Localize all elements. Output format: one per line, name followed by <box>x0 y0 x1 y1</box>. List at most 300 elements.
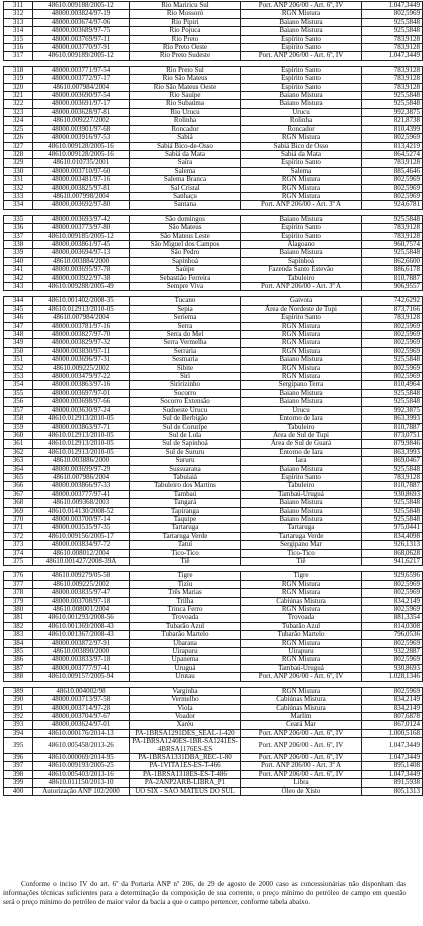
minimum-price-cell: 802,5969 <box>362 184 423 192</box>
reference-stream-cell: Alagoano <box>241 240 362 248</box>
row-number-cell: 351 <box>4 356 33 364</box>
minimum-price-cell: 802,5969 <box>362 322 423 330</box>
minimum-price-cell: 802,5969 <box>362 373 423 381</box>
table-row <box>4 673 423 681</box>
reference-stream-cell: Espírito Santo <box>241 75 362 83</box>
reference-stream-cell: Libra <box>241 779 362 787</box>
process-number-cell: 48610.007984/2004 <box>33 83 130 91</box>
table-row <box>4 117 423 125</box>
reference-stream-cell: RGN Mistura <box>241 10 362 18</box>
field-name-cell: Rio Subaúma <box>130 100 241 108</box>
reference-stream-cell: Port. ANP 206/00 - Art. 3º A <box>241 201 362 209</box>
process-number-cell: 48610.001293/2008-56 <box>33 614 130 622</box>
minimum-price-cell: 802,5969 <box>362 347 423 355</box>
reference-stream-cell: Marlim <box>241 712 362 720</box>
field-name-cell: Socorro Extensão <box>130 398 241 406</box>
field-name-cell: Rolinha <box>130 117 241 125</box>
reference-stream-cell: RGN Mistura <box>241 331 362 339</box>
row-number-cell: 392 <box>4 712 33 720</box>
field-name-cell: Sesmaria <box>130 356 241 364</box>
field-name-cell: Sussuarana <box>130 465 241 473</box>
reference-stream-cell: Urucu <box>241 406 362 414</box>
minimum-price-cell: 802,5969 <box>362 687 423 695</box>
minimum-price-cell: 810,7887 <box>362 274 423 282</box>
table-row <box>4 224 423 232</box>
field-name-cell: Socorro <box>130 389 241 397</box>
process-number-cell: 48000.003695/97-78 <box>33 266 130 274</box>
field-name-cell: Siririzinho <box>130 381 241 389</box>
row-number-cell: 357 <box>4 406 33 414</box>
table-row <box>4 721 423 729</box>
minimum-price-cell: 925,5848 <box>362 465 423 473</box>
field-name-cell: Serraria <box>130 347 241 355</box>
minimum-price-cell: 886,6178 <box>362 266 423 274</box>
field-name-cell: PA-1BRSA1318ES-ES-T-486 <box>130 770 241 778</box>
minimum-price-cell: 783,9128 <box>362 232 423 240</box>
row-number-cell: 350 <box>4 347 33 355</box>
row-number-cell: 364 <box>4 465 33 473</box>
reference-stream-cell: Baiano Mistura <box>241 499 362 507</box>
minimum-price-cell: 868,0628 <box>362 549 423 557</box>
process-number-cell: 48000.003696/97-31 <box>33 356 130 364</box>
minimum-price-cell: 834,4098 <box>362 532 423 540</box>
field-name-cell: Sepia <box>130 305 241 313</box>
reference-stream-cell: Port. ANP 206/00 - Art. 6º, IV <box>241 770 362 778</box>
field-name-cell: Trinca Ferro <box>130 606 241 614</box>
reference-stream-cell: Cabiúnas Mistura <box>241 696 362 704</box>
reference-stream-cell: Baiano Mistura <box>241 100 362 108</box>
minimum-price-cell: 925,5848 <box>362 398 423 406</box>
table-row <box>4 27 423 35</box>
row-number-cell: 346 <box>4 314 33 322</box>
process-number-cell: 48000.003777/97-41 <box>33 664 130 672</box>
field-name-cell: Upanema <box>130 656 241 664</box>
row-number-cell: 355 <box>4 389 33 397</box>
field-name-cell: Tabuleiro dos Martins <box>130 482 241 490</box>
reference-stream-cell: Port. ANP 206/00 - Art. 6º, IV <box>241 753 362 761</box>
reference-stream-cell: Roncador <box>241 125 362 133</box>
process-number-cell: 48000.003479/97-22 <box>33 373 130 381</box>
row-number-cell: 341 <box>4 266 33 274</box>
reference-stream-cell: Área de Sul de Guará <box>241 440 362 448</box>
minimum-price-cell: 941,6217 <box>362 558 423 566</box>
process-number-cell: 48000.003693/97-42 <box>33 215 130 223</box>
row-number-cell: 313 <box>4 18 33 26</box>
field-name-cell: Sapinhoá <box>130 257 241 265</box>
row-number-cell: 390 <box>4 696 33 704</box>
field-name-cell: Uirapuru <box>130 648 241 656</box>
process-number-cell: 48000.003863/97-71 <box>33 423 130 431</box>
process-number-cell: 48000.003690/97-54 <box>33 92 130 100</box>
process-number-cell: 48000.003772/97-17 <box>33 75 130 83</box>
row-number-cell: 328 <box>4 150 33 158</box>
reference-stream-cell: Baiano Mistura <box>241 465 362 473</box>
process-number-cell: 48610.001402/2008-35 <box>33 297 130 305</box>
field-name-cell: Serra do Mel <box>130 331 241 339</box>
process-number-cell: 48000.003771/97-54 <box>33 66 130 74</box>
field-name-cell: Tartaruga <box>130 524 241 532</box>
row-number-cell: 348 <box>4 331 33 339</box>
row-number-cell: 398 <box>4 770 33 778</box>
row-number-cell: 378 <box>4 589 33 597</box>
row-number-cell: 311 <box>4 2 33 10</box>
field-name-cell: Rio Urucu <box>130 108 241 116</box>
field-name-cell: Rio Pipiri <box>130 18 241 26</box>
process-number-cell: 48610.009157/2005-94 <box>33 673 130 681</box>
table-row <box>4 176 423 184</box>
minimum-price-cell: 925,5848 <box>362 215 423 223</box>
process-number-cell: 48000.003781/97-16 <box>33 322 130 330</box>
table-row <box>4 356 423 364</box>
row-number-cell: 383 <box>4 631 33 639</box>
process-number-cell: 48000.003697/97-01 <box>33 389 130 397</box>
process-number-cell: 48000.003901/97-68 <box>33 125 130 133</box>
row-number-cell: 367 <box>4 490 33 498</box>
minimum-price-cell: 783,9128 <box>362 159 423 167</box>
reference-stream-cell: Baiano Mistura <box>241 27 362 35</box>
reference-stream-cell: RGN Mistura <box>241 656 362 664</box>
process-number-cell: 48000.003863/97-16 <box>33 381 130 389</box>
reference-stream-cell: Espírito Santo <box>241 159 362 167</box>
field-name-cell: Rio Preto Oeste <box>130 44 241 52</box>
field-name-cell: Santana <box>130 201 241 209</box>
price-table-page <box>3 1 420 796</box>
row-number-cell: 385 <box>4 648 33 656</box>
field-name-cell: Xaréu <box>130 721 241 729</box>
process-number-cell: 48610.009368/2003 <box>33 499 130 507</box>
minimum-price-cell: 810,4399 <box>362 125 423 133</box>
row-number-cell: 312 <box>4 10 33 18</box>
minimum-price-cell: 925,5848 <box>362 515 423 523</box>
row-number-cell: 394 <box>4 729 33 737</box>
table-row <box>4 314 423 322</box>
process-number-cell: 48610.009225/2002 <box>33 364 130 372</box>
minimum-price-cell: 783,9128 <box>362 66 423 74</box>
minimum-price-cell: 864,5274 <box>362 150 423 158</box>
minimum-price-cell: 925,5848 <box>362 499 423 507</box>
reference-stream-cell: RGN Mistura <box>241 347 362 355</box>
reference-stream-cell: Tigre <box>241 572 362 580</box>
reference-stream-cell: Tubarão Martelo <box>241 631 362 639</box>
row-number-cell: 318 <box>4 66 33 74</box>
row-number-cell: 331 <box>4 176 33 184</box>
process-number-cell: 48000.003861/97-45 <box>33 240 130 248</box>
process-number-cell: 48610.000069/2014-95 <box>33 753 130 761</box>
process-number-cell: Autorização ANP 102/2000 <box>33 787 130 795</box>
row-number-cell: 386 <box>4 656 33 664</box>
field-name-cell: Vermelho <box>130 696 241 704</box>
field-name-cell: São Mateus <box>130 224 241 232</box>
reference-stream-cell: Rolinha <box>241 117 362 125</box>
field-name-cell: Sudoeste Urucu <box>130 406 241 414</box>
process-number-cell: 48000.003689/97-75 <box>33 27 130 35</box>
field-name-cell: Sabiá da Mata <box>130 150 241 158</box>
reference-stream-cell: Baiano Mistura <box>241 18 362 26</box>
row-number-cell: 366 <box>4 482 33 490</box>
process-number-cell: 48000.003830/97-11 <box>33 347 130 355</box>
reference-stream-cell: RGN Mistura <box>241 589 362 597</box>
minimum-price-cell: 925,5848 <box>362 389 423 397</box>
row-number-cell: 340 <box>4 257 33 265</box>
row-number-cell: 329 <box>4 159 33 167</box>
minimum-price-cell: 925,5848 <box>362 356 423 364</box>
table-row <box>4 415 423 423</box>
process-number-cell: 48000.003833/97-18 <box>33 656 130 664</box>
row-number-cell: 344 <box>4 297 33 305</box>
minimum-price-cell: 926,1313 <box>362 541 423 549</box>
field-name-cell: Rio Preto Sudeste <box>130 52 241 60</box>
row-number-cell: 321 <box>4 92 33 100</box>
minimum-price-cell: 814,0308 <box>362 622 423 630</box>
field-name-cell: Salema Branca <box>130 176 241 184</box>
reference-stream-cell: Tambaú-Uruguá <box>241 490 362 498</box>
field-name-cell: Voador <box>130 712 241 720</box>
minimum-price-cell: 975,0441 <box>362 524 423 532</box>
reference-stream-cell: Espírito Santo <box>241 35 362 43</box>
minimum-price-cell: 783,9128 <box>362 473 423 481</box>
process-number-cell: 48000.003866/97-33 <box>33 482 130 490</box>
field-price-table <box>3 1 423 796</box>
row-number-cell: 314 <box>4 27 33 35</box>
row-number-cell: 372 <box>4 532 33 540</box>
reference-stream-cell: Port. ANP 206/00 - Art. 3º A <box>241 762 362 770</box>
reference-stream-cell: RGN Mistura <box>241 639 362 647</box>
table-row <box>4 779 423 787</box>
process-number-cell: 48000.003535/97-35 <box>33 524 130 532</box>
field-name-cell: PA-2ANP2ARB-LIBRA_P1 <box>130 779 241 787</box>
field-name-cell: Tiê <box>130 558 241 566</box>
row-number-cell: 332 <box>4 184 33 192</box>
field-name-cell: Tucano <box>130 297 241 305</box>
field-name-cell: Sibite <box>130 364 241 372</box>
row-number-cell: 396 <box>4 753 33 761</box>
process-number-cell: 48610.012913/2010-05 <box>33 448 130 456</box>
process-number-cell: 48610.003884/2000 <box>33 257 130 265</box>
reference-stream-cell: Salema <box>241 167 362 175</box>
footnote-text: Conforme o inciso IV do art. 6º da Portaria ANP nº 206, de 29 de agosto de 2000 caso as concessionárias não disponham das informações técnicas suficientes para a determinação da composição de sua corrente, o preço mínimo do petróleo de campo em questão será o preço mínimo do petróleo de maior valor da bacia a que o campo pertencer, conforme tabela abaixo. <box>3 880 406 906</box>
row-number-cell: 360 <box>4 431 33 439</box>
reference-stream-cell: Baiano Mistura <box>241 92 362 100</box>
reference-stream-cell: Espírito Santo <box>241 232 362 240</box>
minimum-price-cell: 932,2887 <box>362 648 423 656</box>
reference-stream-cell: Baiano Mistura <box>241 215 362 223</box>
table-row <box>4 738 423 754</box>
row-number-cell: 338 <box>4 240 33 248</box>
process-number-cell: 48610.009128/2005-16 <box>33 142 130 150</box>
field-name-cell: Tiziu <box>130 580 241 588</box>
row-number-cell: 334 <box>4 201 33 209</box>
field-name-cell: PA-1VITA1ES-ES-T-466 <box>130 762 241 770</box>
process-number-cell: 48000.003704/97-67 <box>33 712 130 720</box>
process-number-cell: 48610.012913/2010-05 <box>33 431 130 439</box>
field-name-cell: Rio Pojuca <box>130 27 241 35</box>
row-number-cell: 335 <box>4 215 33 223</box>
field-name-cell: Tico-Tico <box>130 549 241 557</box>
minimum-price-cell: 834,2149 <box>362 704 423 712</box>
field-name-cell: São Miguel dos Campos <box>130 240 241 248</box>
table-row <box>4 499 423 507</box>
process-number-cell: 48000.003694/97-13 <box>33 249 130 257</box>
reference-stream-cell: Port. ANP 206/00 - Art. 6º, IV <box>241 673 362 681</box>
field-name-cell: São Pedro <box>130 249 241 257</box>
minimum-price-cell: 834,2149 <box>362 597 423 605</box>
minimum-price-cell: 834,2149 <box>362 696 423 704</box>
minimum-price-cell: 1.028,1346 <box>362 673 423 681</box>
field-name-cell: Rio Preto Sul <box>130 66 241 74</box>
minimum-price-cell: 783,9128 <box>362 35 423 43</box>
row-number-cell: 373 <box>4 541 33 549</box>
table-row <box>4 440 423 448</box>
field-name-cell: Saíra <box>130 159 241 167</box>
row-number-cell: 380 <box>4 606 33 614</box>
field-name-cell: PA-1BRSA1240ES-1BR-SA1241ES-4BRSA1176ES-ES <box>130 738 241 754</box>
row-number-cell: 384 <box>4 639 33 647</box>
reference-stream-cell: RGN Mistura <box>241 373 362 381</box>
reference-stream-cell: Tabuleiro <box>241 423 362 431</box>
table-row <box>4 398 423 406</box>
reference-stream-cell: Espírito Santo <box>241 473 362 481</box>
reference-stream-cell: Espírito Santo <box>241 224 362 232</box>
row-number-cell: 377 <box>4 580 33 588</box>
reference-stream-cell: Uirapuru <box>241 648 362 656</box>
row-number-cell: 400 <box>4 787 33 795</box>
row-number-cell: 389 <box>4 687 33 695</box>
minimum-price-cell: 863,3993 <box>362 415 423 423</box>
reference-stream-cell: Óleo de Xisto <box>241 787 362 795</box>
minimum-price-cell: 929,6596 <box>362 572 423 580</box>
minimum-price-cell: 821,8738 <box>362 117 423 125</box>
reference-stream-cell: Baiano Mistura <box>241 398 362 406</box>
minimum-price-cell: 802,5969 <box>362 364 423 372</box>
row-number-cell: 315 <box>4 35 33 43</box>
minimum-price-cell: 925,5848 <box>362 92 423 100</box>
reference-stream-cell: Tabuleiro <box>241 274 362 282</box>
field-name-cell: Rio Sauípe <box>130 92 241 100</box>
reference-stream-cell: Tiê <box>241 558 362 566</box>
row-number-cell: 374 <box>4 549 33 557</box>
field-name-cell: Urutau <box>130 673 241 681</box>
row-number-cell: 363 <box>4 457 33 465</box>
minimum-price-cell: 906,9557 <box>362 283 423 291</box>
row-number-cell: 382 <box>4 622 33 630</box>
row-number-cell: 347 <box>4 322 33 330</box>
minimum-price-cell: 1.047,3449 <box>362 52 423 60</box>
field-name-cell: Sul de Berbigão <box>130 415 241 423</box>
row-number-cell: 343 <box>4 283 33 291</box>
process-number-cell: 48610.005403/2013-16 <box>33 770 130 778</box>
field-name-cell: Varginha <box>130 687 241 695</box>
minimum-price-cell: 1.000,5168 <box>362 729 423 737</box>
minimum-price-cell: 925,5848 <box>362 18 423 26</box>
field-name-cell: Sanhaçu <box>130 192 241 200</box>
reference-stream-cell: Ceará Mar <box>241 721 362 729</box>
row-number-cell: 324 <box>4 117 33 125</box>
process-number-cell: 48610.009279/05-58 <box>33 572 130 580</box>
minimum-price-cell: 802,5969 <box>362 606 423 614</box>
process-number-cell: 48610.007986/2004 <box>33 473 130 481</box>
minimum-price-cell: 885,4646 <box>362 167 423 175</box>
footnote <box>3 880 406 907</box>
minimum-price-cell: 895,1408 <box>362 762 423 770</box>
process-number-cell: 48610.003890/2000 <box>33 648 130 656</box>
process-number-cell: 48000.003916/97-53 <box>33 134 130 142</box>
reference-stream-cell: Fazenda Santo Estevão <box>241 266 362 274</box>
row-number-cell: 361 <box>4 440 33 448</box>
field-name-cell: Sabiá Bico-de-Osso <box>130 142 241 150</box>
minimum-price-cell: 992,3875 <box>362 108 423 116</box>
table-row <box>4 266 423 274</box>
row-number-cell: 375 <box>4 558 33 566</box>
process-number-cell: 48000.003700/97-14 <box>33 515 130 523</box>
table-row <box>4 283 423 291</box>
reference-stream-cell: Sapinhoá <box>241 257 362 265</box>
row-number-cell: 337 <box>4 232 33 240</box>
field-name-cell: Sebastião Ferreira <box>130 274 241 282</box>
reference-stream-cell: Port. ANP 206/00 - Art. 6º, IV <box>241 52 362 60</box>
process-number-cell: 48610.009188/2005-12 <box>33 2 130 10</box>
row-number-cell: 342 <box>4 274 33 282</box>
process-number-cell: 48610.000176/2014-13 <box>33 729 130 737</box>
process-number-cell: 48610.012913/2010-05 <box>33 305 130 313</box>
minimum-price-cell: 873,0751 <box>362 431 423 439</box>
row-number-cell: 379 <box>4 597 33 605</box>
minimum-price-cell: 867,0124 <box>362 721 423 729</box>
field-name-cell: Serra Vermelha <box>130 339 241 347</box>
row-number-cell: 336 <box>4 224 33 232</box>
process-number-cell: 48000.003770/97-91 <box>33 44 130 52</box>
minimum-price-cell: 925,5848 <box>362 249 423 257</box>
minimum-price-cell: 810,7887 <box>362 482 423 490</box>
reference-stream-cell: Port. ANP 206/00 - Art. 6º, IV <box>241 738 362 754</box>
process-number-cell: 48000.003829/97-32 <box>33 339 130 347</box>
reference-stream-cell: Tubarão Azul <box>241 622 362 630</box>
field-name-cell: Roncador <box>130 125 241 133</box>
minimum-price-cell: 810,7887 <box>362 423 423 431</box>
reference-stream-cell: Espírito Santo <box>241 314 362 322</box>
field-name-cell: Saúipe <box>130 266 241 274</box>
minimum-price-cell: 873,7166 <box>362 305 423 313</box>
process-number-cell: 48000.003872/97-91 <box>33 639 130 647</box>
reference-stream-cell: Port. ANP 206/00 - Art. 6º, IV <box>241 729 362 737</box>
row-number-cell: 381 <box>4 614 33 622</box>
table-row <box>4 159 423 167</box>
row-number-cell: 316 <box>4 44 33 52</box>
reference-stream-cell: RGN Mistura <box>241 606 362 614</box>
field-name-cell: Sempre Viva <box>130 283 241 291</box>
field-name-cell: Tabuiaiá <box>130 473 241 481</box>
minimum-price-cell: 796,0536 <box>362 631 423 639</box>
process-number-cell: 48610.014130/2008-52 <box>33 507 130 515</box>
reference-stream-cell: Iara <box>241 457 362 465</box>
minimum-price-cell: 783,9128 <box>362 75 423 83</box>
field-name-cell: PA-1BRSA1331DBA_REC-1-80 <box>130 753 241 761</box>
reference-stream-cell: Port. ANP 206/00 - Art. 6º, IV <box>241 2 362 10</box>
field-name-cell: PA-1BRSA1291DES_SEAL-1-420 <box>130 729 241 737</box>
minimum-price-cell: 783,9128 <box>362 224 423 232</box>
minimum-price-cell: 925,5848 <box>362 27 423 35</box>
process-number-cell: 48610.008012/2004 <box>33 549 130 557</box>
table-row <box>4 589 423 597</box>
process-number-cell: 48000.003777/97-41 <box>33 490 130 498</box>
field-name-cell: Rio Mariricu Sul <box>130 2 241 10</box>
reference-stream-cell: Trovoada <box>241 614 362 622</box>
row-number-cell: 320 <box>4 83 33 91</box>
table-row <box>4 541 423 549</box>
table-row <box>4 696 423 704</box>
minimum-price-cell: 802,5969 <box>362 639 423 647</box>
row-number-cell: 356 <box>4 398 33 406</box>
field-name-cell: Viola <box>130 704 241 712</box>
